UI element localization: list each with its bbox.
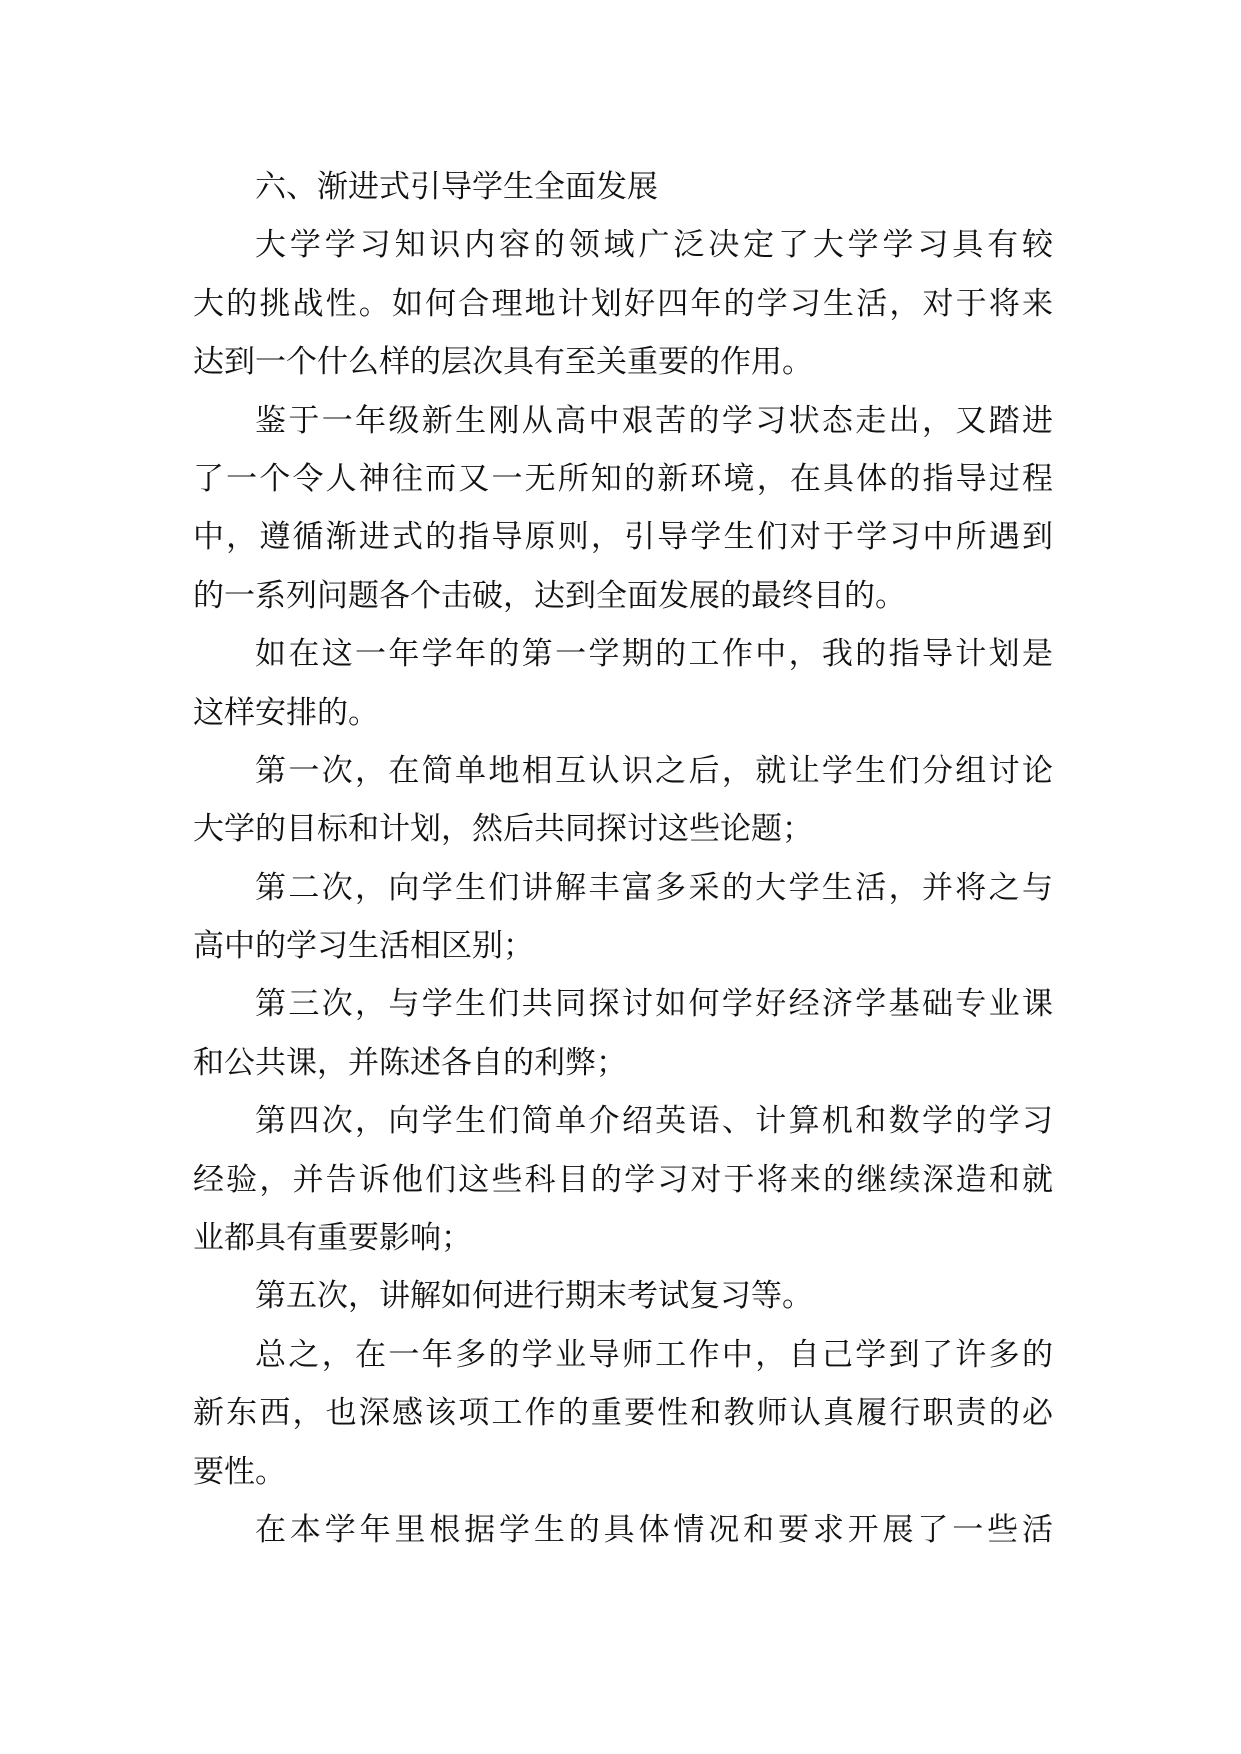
paragraph-line: 这样安排的。: [193, 694, 379, 731]
paragraph-line: 在本学年里根据学生的具体情况和要求开展了一些活: [255, 1511, 1053, 1548]
paragraph-line: 第三次，与学生们共同探讨如何学好经济学基础专业课: [255, 986, 1053, 1023]
paragraph-line: 大学的目标和计划，然后共同探讨这些论题；: [193, 811, 813, 848]
paragraph-line: 了一个令人神往而又一无所知的新环境，在具体的指导过程: [193, 460, 1053, 497]
paragraph-line: 大的挑战性。如何合理地计划好四年的学习生活，对于将来: [193, 285, 1053, 322]
paragraph-line: 鉴于一年级新生刚从高中艰苦的学习状态走出，又踏进: [255, 402, 1053, 439]
paragraph-line: 第五次，讲解如何进行期末考试复习等。: [255, 1278, 813, 1315]
paragraph-line: 高中的学习生活相区别；: [193, 928, 534, 965]
paragraph-line: 第二次，向学生们讲解丰富多采的大学生活，并将之与: [255, 869, 1053, 906]
paragraph-line: 要性。: [193, 1453, 286, 1490]
paragraph-line: 总之，在一年多的学业导师工作中，自己学到了许多的: [255, 1336, 1053, 1373]
paragraph-line: 的一系列问题各个击破，达到全面发展的最终目的。: [193, 577, 906, 614]
paragraph-line: 达到一个什么样的层次具有至关重要的作用。: [193, 344, 813, 381]
section-heading: 六、渐进式引导学生全面发展: [255, 169, 658, 205]
paragraph-line: 业都具有重要影响；: [193, 1220, 472, 1257]
paragraph-line: 中，遵循渐进式的指导原则，引导学生们对于学习中所遇到: [193, 519, 1053, 556]
paragraph-line: 经验，并告诉他们这些科目的学习对于将来的继续深造和就: [193, 1161, 1053, 1198]
paragraph-line: 和公共课，并陈述各自的利弊；: [193, 1044, 627, 1081]
paragraph-line: 如在这一年学年的第一学期的工作中，我的指导计划是: [255, 636, 1053, 673]
paragraph-line: 新东西，也深感该项工作的重要性和教师认真履行职责的必: [193, 1395, 1053, 1432]
document-body: [193, 158, 1053, 1559]
paragraph-line: 大学学习知识内容的领域广泛决定了大学学习具有较: [255, 227, 1053, 264]
paragraph-line: 第一次，在简单地相互认识之后，就让学生们分组讨论: [255, 752, 1053, 789]
paragraph-line: 第四次，向学生们简单介绍英语、计算机和数学的学习: [255, 1103, 1053, 1140]
